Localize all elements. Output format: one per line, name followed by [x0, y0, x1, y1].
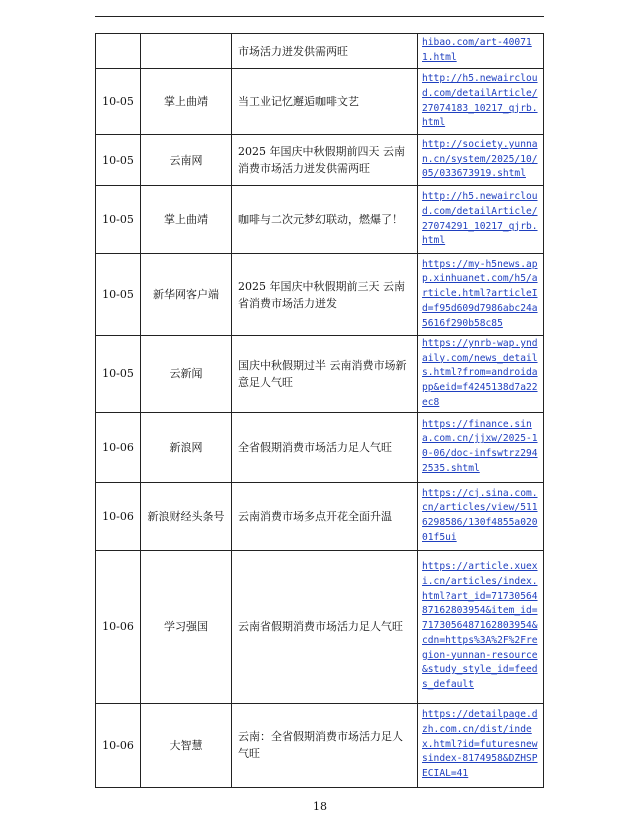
source-cell: 掌上曲靖	[141, 186, 232, 254]
url-link[interactable]: https://ynrb-wap.yndaily.com/news_details.html?from=androidapp&eid=f4245138d7a22ec8	[422, 338, 538, 408]
url-cell	[418, 69, 544, 135]
title-cell: 全省假期消费市场活力足人气旺	[232, 412, 418, 482]
date-cell: 10-05	[96, 336, 141, 413]
url-link[interactable]: https://finance.sina.com.cn/jjxw/2025-10-06/doc-infswtrz2942535.shtml	[422, 418, 538, 474]
title-cell: 云南消费市场多点开花全面升温	[232, 482, 418, 550]
url-cell	[418, 550, 544, 703]
page-number: 18	[313, 800, 327, 813]
url-link[interactable]: http://society.yunnan.cn/system/2025/10/05/033673919.shtml	[422, 138, 538, 180]
date-cell: 10-05	[96, 135, 141, 186]
date-cell: 10-05	[96, 69, 141, 135]
title-cell: 2025 年国庆中秋假期前四天 云南消费市场活力迸发供需两旺	[232, 135, 418, 186]
table-row	[96, 186, 544, 254]
source-cell: 云新闻	[141, 336, 232, 413]
url-cell	[418, 254, 544, 336]
title-cell: 当工业记忆邂逅咖啡文艺	[232, 69, 418, 135]
table-row	[96, 412, 544, 482]
source-cell: 掌上曲靖	[141, 69, 232, 135]
title-cell: 咖啡与二次元梦幻联动，燃爆了！	[232, 186, 418, 254]
date-cell: 10-06	[96, 412, 141, 482]
url-link[interactable]: http://h5.newaircloud.com/detailArticle/27074291_10217_qjrb.html	[422, 191, 538, 247]
table-row	[96, 135, 544, 186]
url-link[interactable]: http://h5.newaircloud.com/detailArticle/27074183_10217_qjrb.html	[422, 73, 538, 129]
url-cell	[418, 34, 544, 69]
table-row	[96, 254, 544, 336]
url-link[interactable]: https://cj.sina.com.cn/articles/view/5116298586/130f4855a02001f5ui	[422, 487, 538, 543]
table-row	[96, 34, 544, 69]
url-cell	[418, 135, 544, 186]
url-cell	[418, 412, 544, 482]
header-rule	[95, 16, 544, 17]
date-cell: 10-06	[96, 703, 141, 787]
table-row	[96, 482, 544, 550]
title-cell: 云南：全省假期消费市场活力足人气旺	[232, 703, 418, 787]
title-cell: 2025 年国庆中秋假期前三天 云南省消费市场活力迸发	[232, 254, 418, 336]
url-link[interactable]: https://article.xuexi.cn/articles/index.html?art_id=7173056487162803954&item_id=7173056487162803954&cdn=https%3A%2F%2Fregion-yunnan-resource&study_style_id=feeds_default	[422, 561, 538, 690]
table-row	[96, 703, 544, 787]
source-cell: 新浪网	[141, 412, 232, 482]
url-link[interactable]: https://my-h5news.app.xinhuanet.com/h5/article.html?articleId=f95d609d7986abc24a5616f290b58c85	[422, 258, 538, 329]
table-row	[96, 336, 544, 413]
url-cell	[418, 186, 544, 254]
title-cell: 市场活力迸发供需两旺	[232, 34, 418, 69]
table-row	[96, 69, 544, 135]
source-cell	[141, 34, 232, 69]
table-row	[96, 550, 544, 703]
source-cell: 学习强国	[141, 550, 232, 703]
url-cell	[418, 336, 544, 413]
url-cell	[418, 703, 544, 787]
url-link[interactable]: hibao.com/art-400711.html	[422, 37, 532, 63]
media-coverage-table	[95, 33, 544, 788]
url-cell	[418, 482, 544, 550]
source-cell: 云南网	[141, 135, 232, 186]
date-cell: 10-05	[96, 254, 141, 336]
source-cell: 新华网客户端	[141, 254, 232, 336]
date-cell: 10-06	[96, 482, 141, 550]
title-cell: 云南省假期消费市场活力足人气旺	[232, 550, 418, 703]
source-cell: 大智慧	[141, 703, 232, 787]
url-link[interactable]: https://detailpage.dzh.com.cn/dist/index.html?id=futuresnewsindex-8174958&DZHSPECIAL=41	[422, 709, 538, 780]
source-cell: 新浪财经头条号	[141, 482, 232, 550]
title-cell: 国庆中秋假期过半 云南消费市场新意足人气旺	[232, 336, 418, 413]
date-cell: 10-06	[96, 550, 141, 703]
date-cell: 10-05	[96, 186, 141, 254]
date-cell	[96, 34, 141, 69]
